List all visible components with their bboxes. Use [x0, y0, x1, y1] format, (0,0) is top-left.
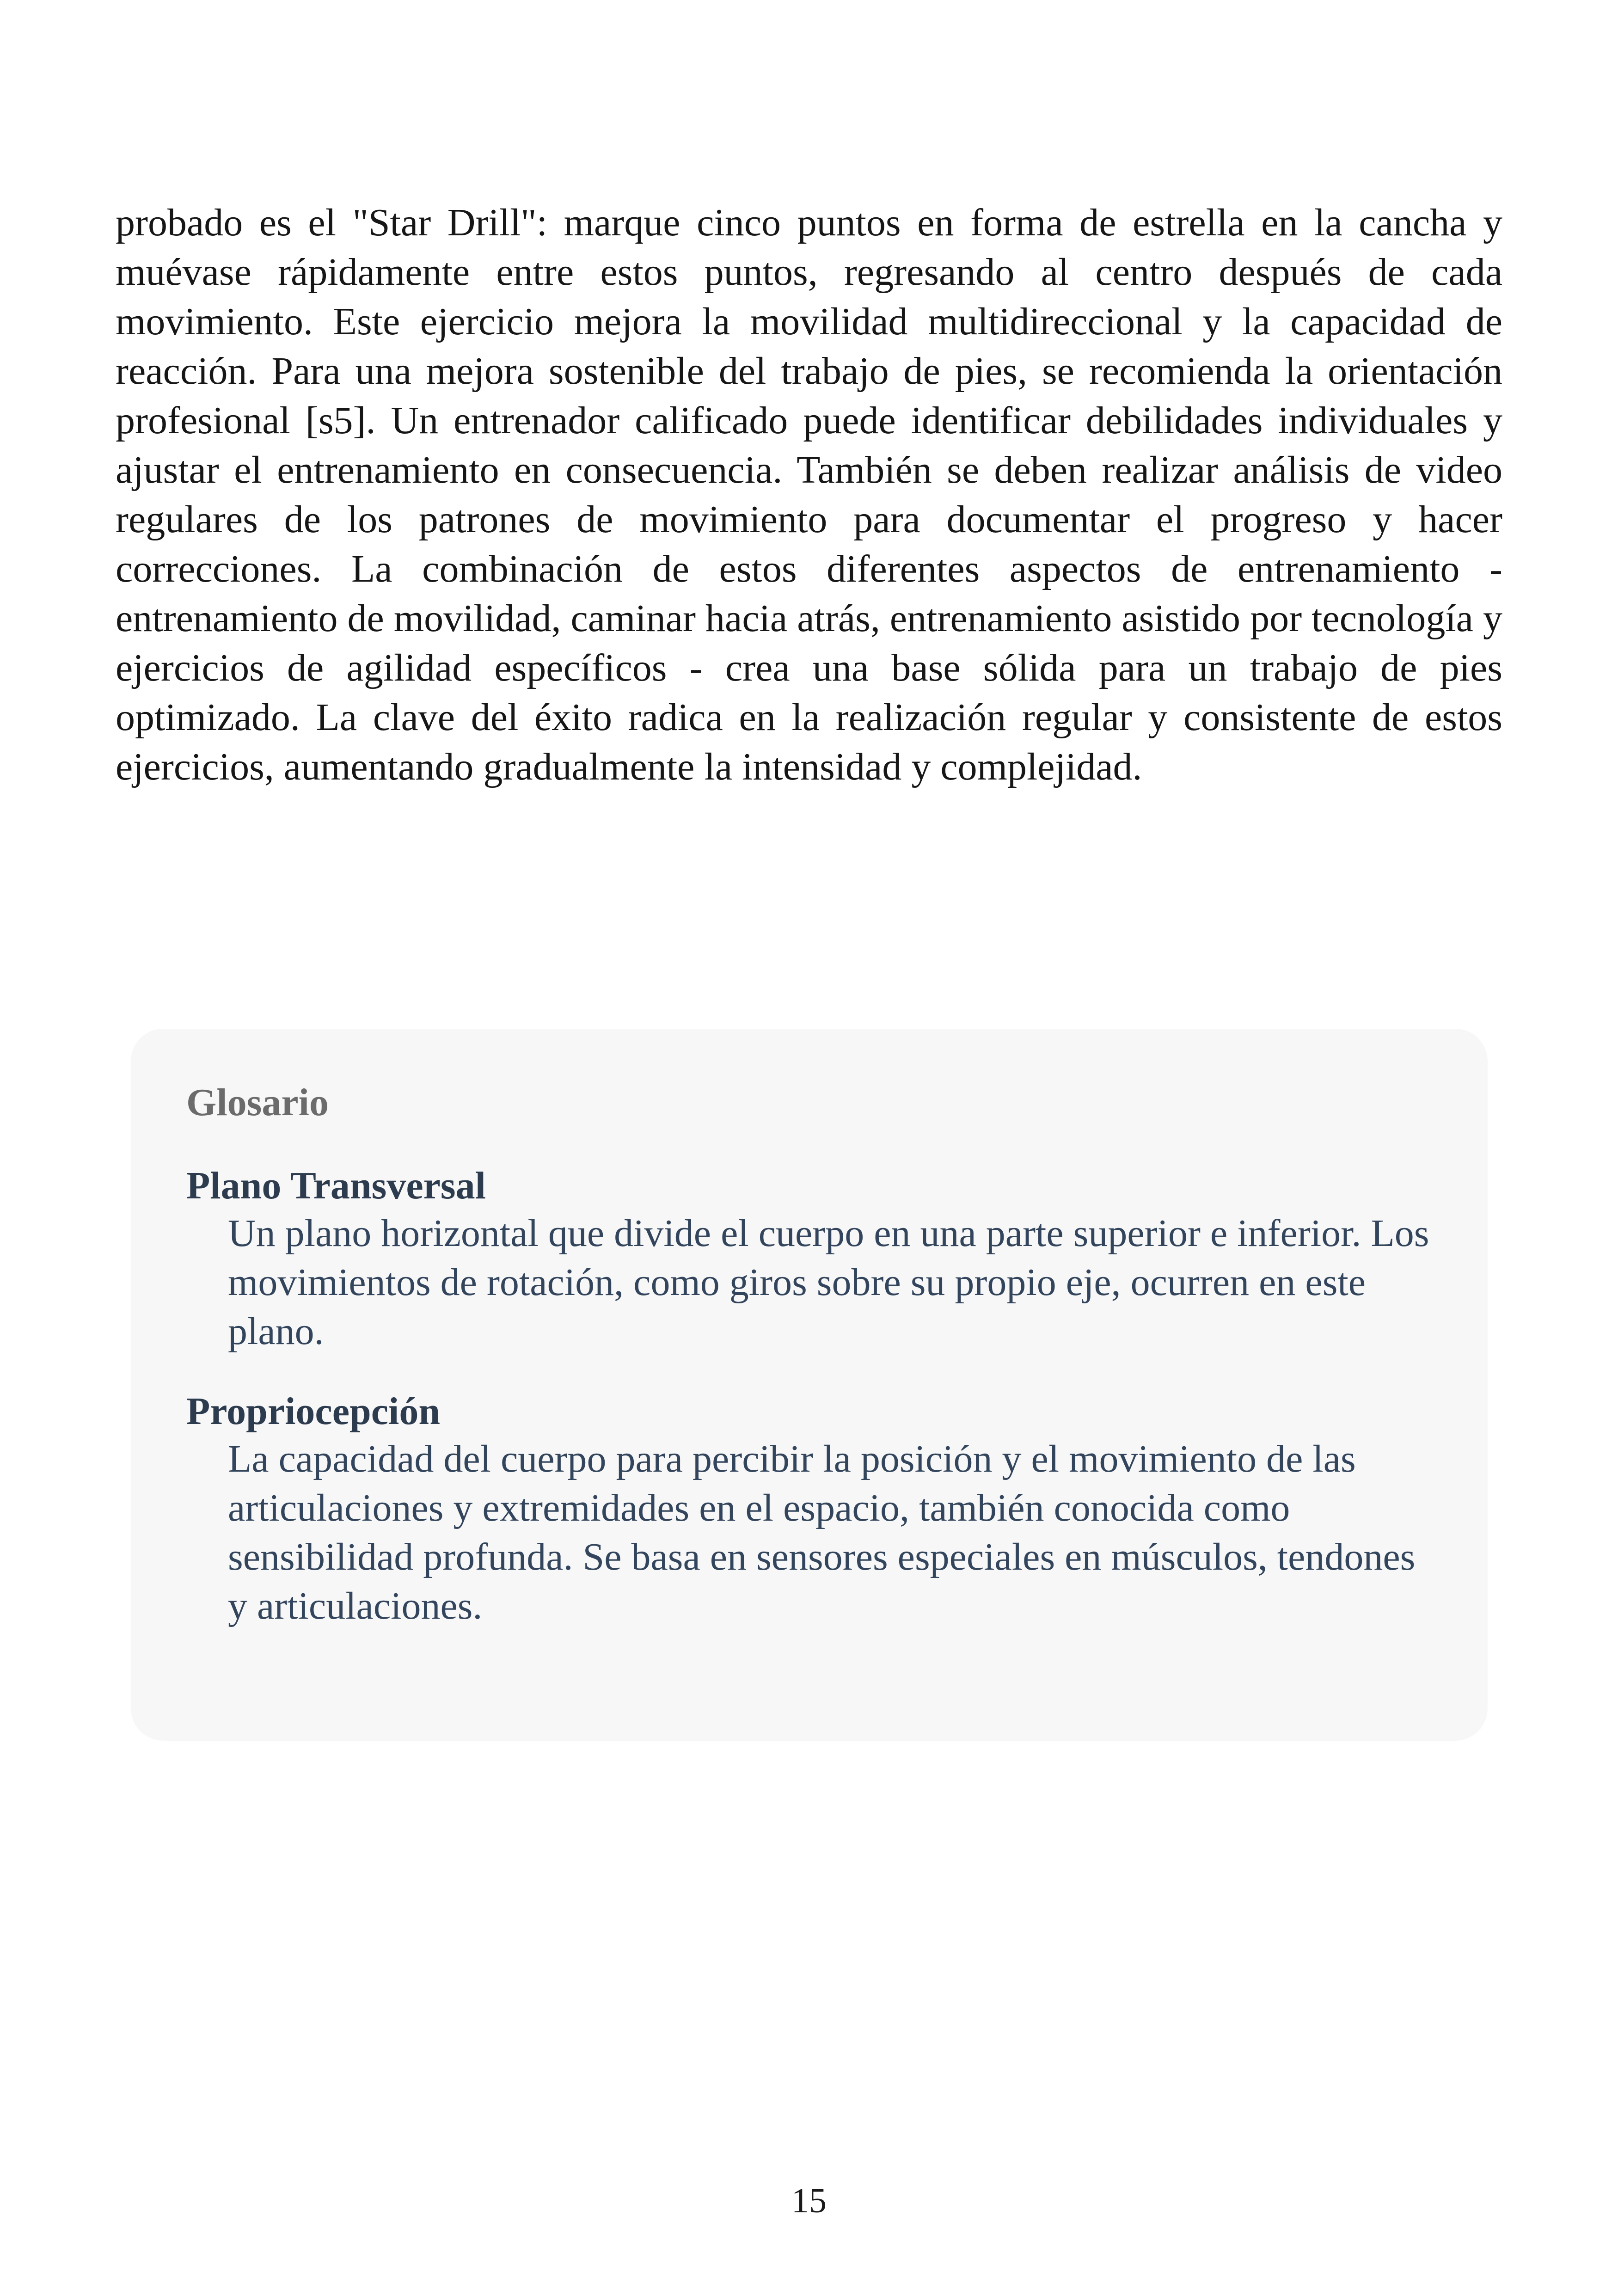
glossary-term: Propriocepción	[186, 1390, 441, 1433]
glossary-entry	[186, 1388, 1432, 1631]
glossary-definition: La capacidad del cuerpo para percibir la posición y el movimiento de las articulaciones y extremidades en el espacio, también conocida como sensibilidad profunda. Se basa en sensores especiales en músculos, tendones y articulaciones.	[228, 1437, 1416, 1627]
page-number: 15	[791, 2181, 827, 2220]
glossary-definition: Un plano horizontal que divide el cuerpo en una parte superior e inferior. Los movimientos de rotación, como giros sobre su propio eje, ocurren en este plano.	[228, 1212, 1429, 1353]
glossary-term: Plano Transversal	[186, 1164, 486, 1207]
glossary-entry	[186, 1163, 1432, 1356]
body-paragraph: probado es el "Star Drill": marque cinco puntos en forma de estrella en la cancha y muévase rápidamente entre estos puntos, regresando al centro después de cada movimiento. Este ejercicio mejora la movilidad multidireccional y la capacidad de reacción. Para una mejora sostenible del trabajo de pies, se recomienda la orientación profesional [s5]. Un entrenador calificado puede identificar debilidades individuales y ajustar el entrenamiento en consecuencia. También se deben realizar análisis de video regulares de los patrones de movimiento para documentar el progreso y hacer correcciones. La combinación de estos diferentes aspectos de entrenamiento - entrenamiento de movilidad, caminar hacia atrás, entrenamiento asistido por tecnología y ejercicios de agilidad específicos - crea una base sólida para un trabajo de pies optimizado. La clave del éxito radica en la realización regular y consistente de estos ejercicios, aumentando gradualmente la intensidad y complejidad.	[116, 201, 1502, 788]
glossary-title: Glosario	[186, 1081, 329, 1124]
glossary-box	[131, 1029, 1488, 1741]
